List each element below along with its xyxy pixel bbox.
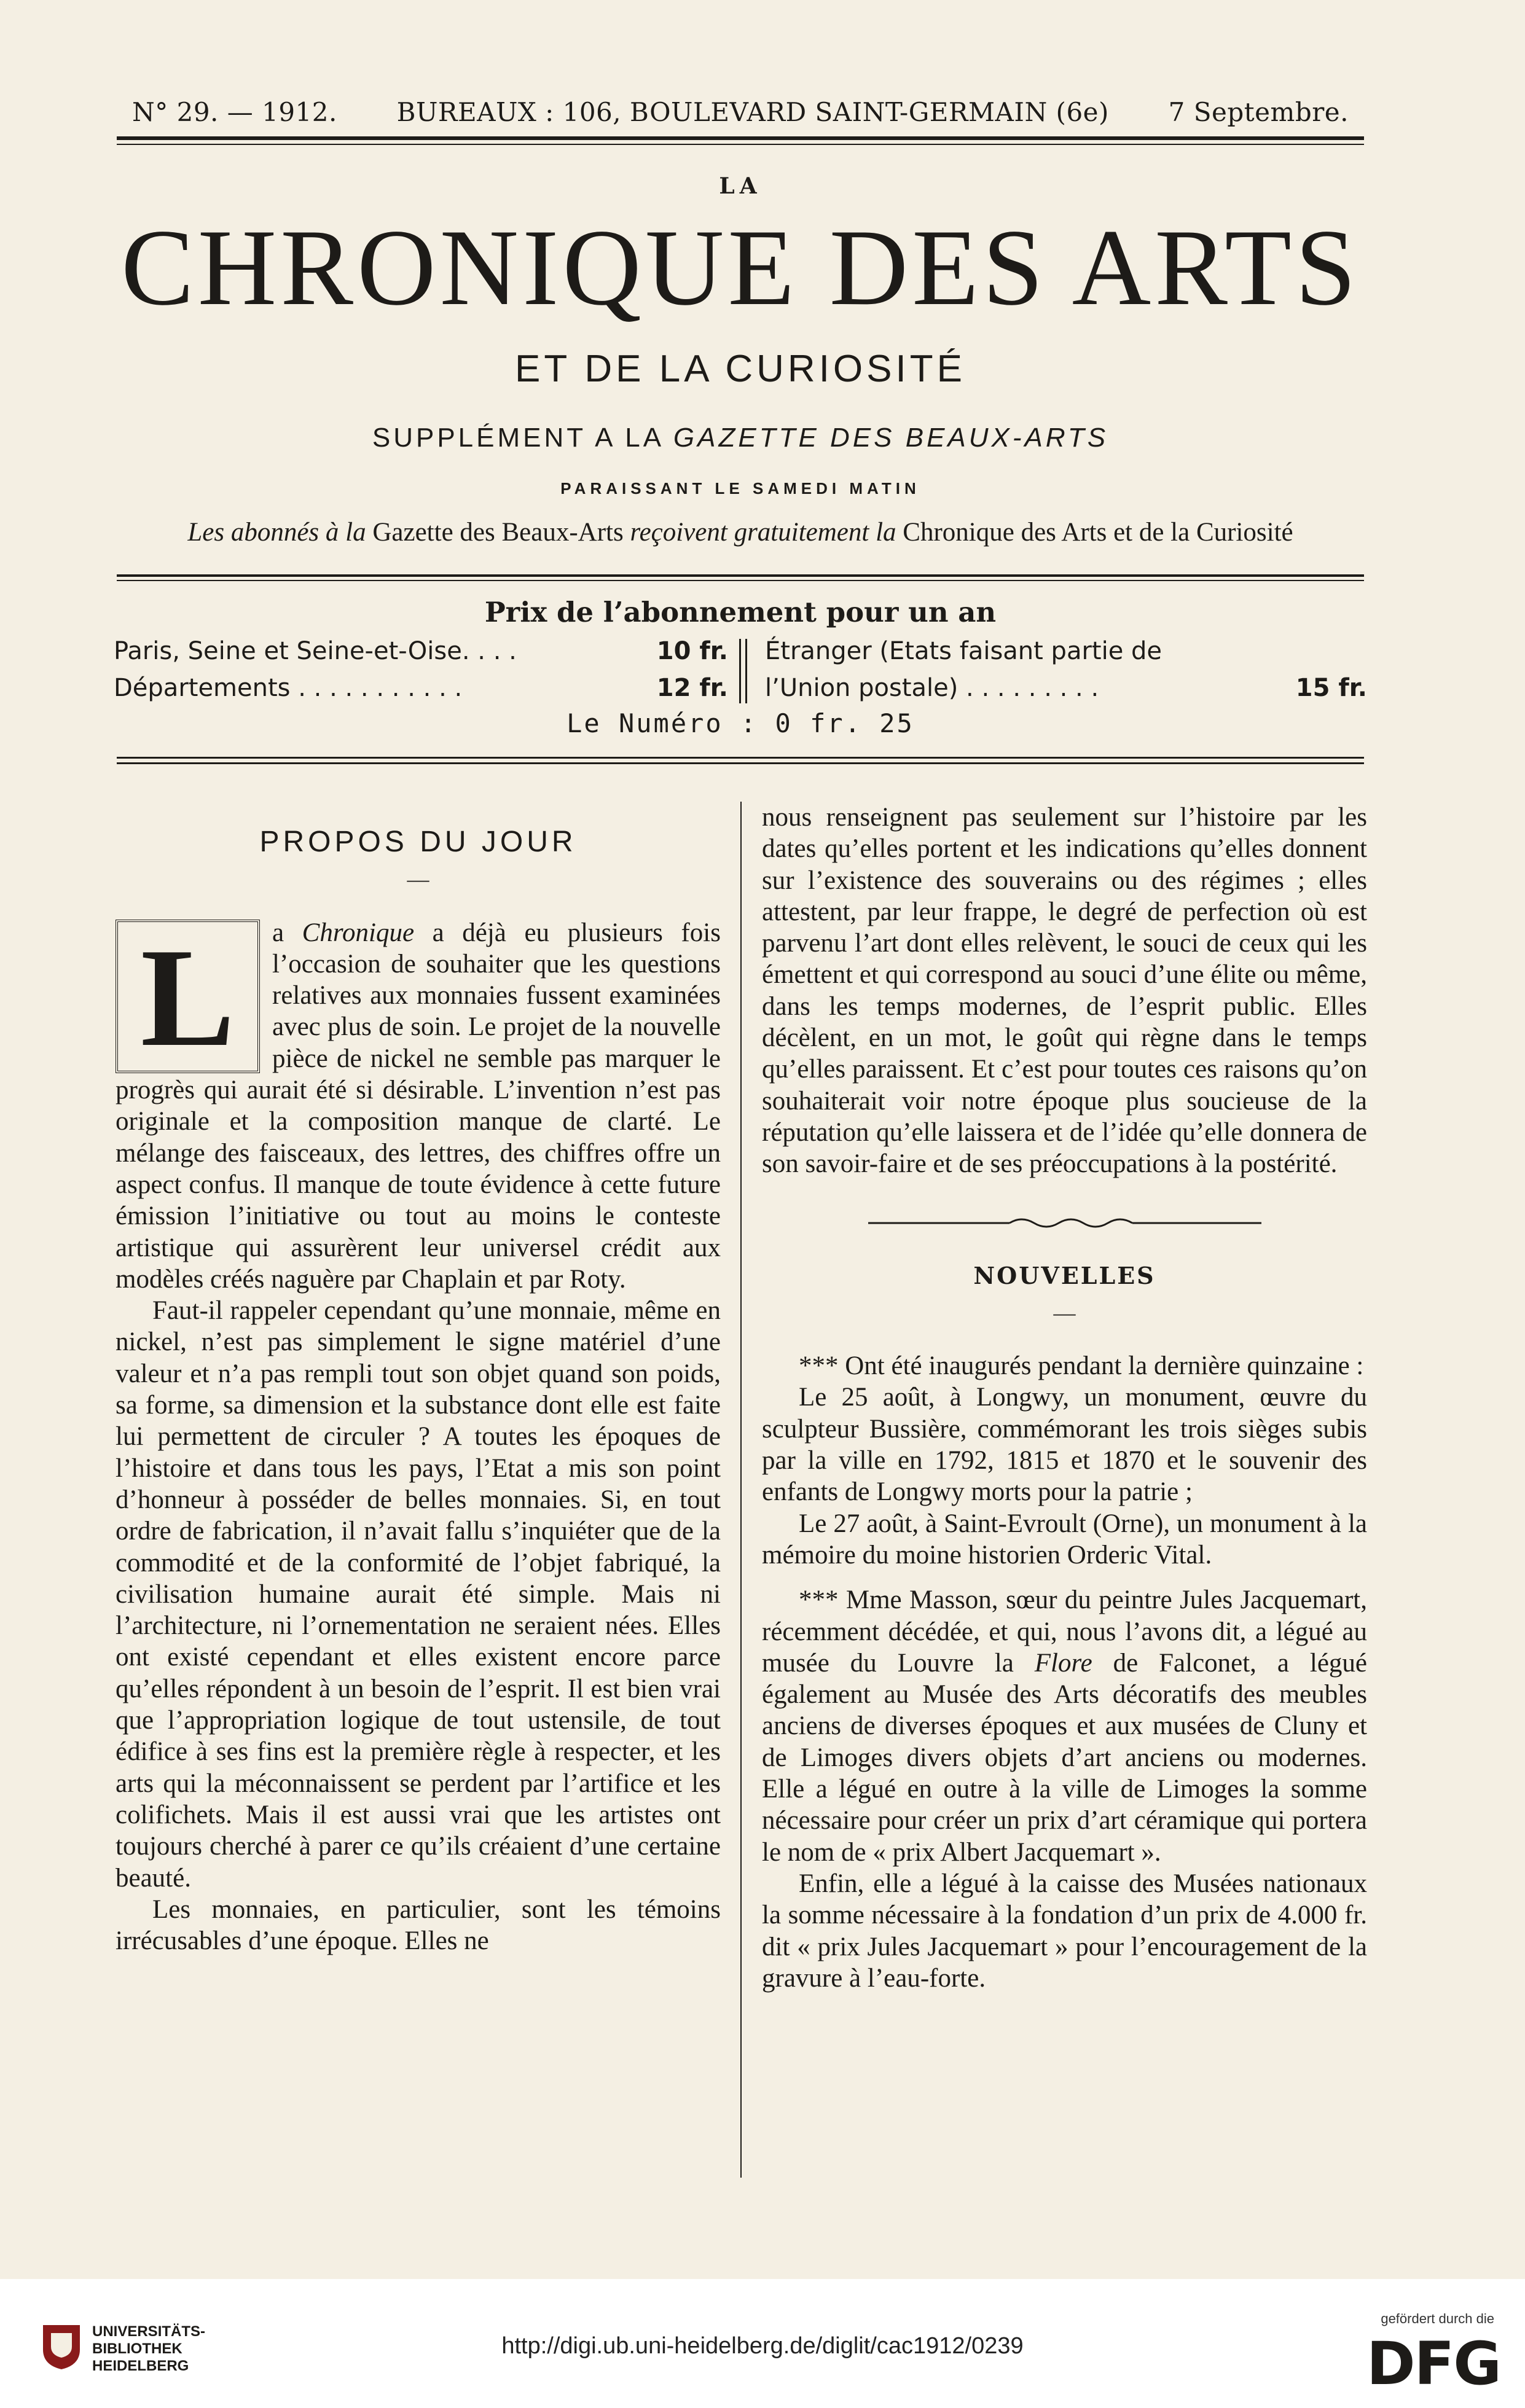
source-url-link[interactable]: http://digi.ub.uni-heidelberg.de/diglit/cac1912/0239 (501, 2333, 1024, 2359)
paragraph-1-lead: a (272, 918, 302, 947)
paragraph-1-italic: Chronique (302, 918, 415, 947)
subscription-label: Étranger (Etats faisant partie de (765, 637, 1162, 665)
library-name-line3: HEIDELBERG (92, 2358, 189, 2374)
news-item-2-italic: Flore (1034, 1648, 1092, 1678)
news-item-3: Enfin, elle a légué à la caisse des Musées nationaux la somme nécessaire à la fondation d’un prix de 4.000 fr. dit « prix Jules Jacquemart » pour l’encouragement de la gravure à l’eau-forte. (762, 1869, 1367, 1993)
single-issue-price: Le Numéro : 0 fr. 25 (566, 708, 914, 738)
news-title: NOUVELLES (973, 1261, 1156, 1289)
subscription-title: Prix de l’abonnement pour un an (484, 596, 997, 628)
subscribers-note (117, 517, 1364, 547)
subscription-price: 15 fr. (1295, 674, 1367, 702)
publication-schedule: PARAISSANT LE SAMEDI MATIN (560, 479, 920, 498)
subscription-row-etranger (765, 633, 1367, 670)
news-item-2 (762, 1584, 1367, 1868)
masthead-title: CHRONIQUE DES ARTS (121, 206, 1360, 328)
article-paragraph-3: Les monnaies, en particulier, sont les témoins irrécusables d’une époque. Elles ne (116, 1894, 721, 1956)
subscription-label: Départements . . . . . . . . . . . (114, 674, 463, 702)
article-paragraph-1 (116, 917, 721, 1296)
news-dash: — (1053, 1300, 1076, 1325)
article-paragraph-2: Faut-il rappeler cependant qu’une monnaie, même en nickel, n’est pas simplement le signe matériel d’une valeur et n’a pas rempli tout son objet quand son poids, sa forme, sa dimension et la substance dont elle est faite lui permettent de circuler ? A toutes les époques de l’histoire et dans tous les pays, l’Etat a mis son point d’honneur à posséder de belles monnaies. Si, en tout ordre de fabrication, il n’avait fallu s’inquiéter que de la commodité et de la conformité de l’objet fabriqué, la civilisation humaine aurait été simple. Mais ni l’architecture, ni l’ornementation ne seraient nées. Elles ont existé cependant et elles existent encore parce qu’elles répondent à un besoin de l’esprit. Il est bien vrai que l’appropriation logique de tout ustensile, de tout édifice à ses fins est la première règle à respecter, et les arts qui la méconnaissent se perdent par l’artifice et les colifichets. Mais il est aussi vrai que les artistes ont toujours cherché à parer ce qu’ils créaient d’une certaine beauté. (116, 1296, 721, 1893)
left-column (116, 802, 721, 1957)
drop-cap-letter: L (140, 918, 235, 1076)
ornament-divider-icon (868, 1214, 1261, 1232)
subscription-divider-b (745, 639, 747, 703)
issue-number: N° 29. — 1912. (132, 97, 337, 127)
subscription-row-departements (114, 670, 728, 706)
issue-line (132, 97, 1349, 127)
section-dash: — (407, 867, 429, 892)
news-item-1b: Le 27 août, à Saint-Evroult (Orne), un monument à la mémoire du moine historien Orderic Vital. (762, 1509, 1367, 1570)
news-item-1a: Le 25 août, à Longwy, un monument, œuvre du sculpteur Bussière, commémorant les trois sièges subis par la ville en 1792, 1815 et 1870 et le souvenir des enfants de Longwy morts pour la patrie ; (762, 1383, 1367, 1507)
supplement-gazette: GAZETTE DES BEAUX-ARTS (673, 423, 1109, 453)
top-rule-thick (117, 136, 1364, 140)
subscription-rule-thick (117, 757, 1364, 759)
subscription-row-paris (114, 633, 728, 670)
subscription-price: 12 fr. (656, 674, 728, 702)
column-divider (740, 802, 742, 2178)
subscription-label: Paris, Seine et Seine-et-Oise. . . . (114, 637, 517, 665)
masthead-la: LA (719, 173, 762, 199)
dfg-logo: DFG (1366, 2329, 1500, 2398)
subscription-domestic (114, 633, 728, 706)
article-paragraph-3-continued: nous renseignent pas seulement sur l’histoire par les dates qu’elles portent et les indications qu’elles donnent sur l’existence des souverains ou des régimes ; elles attestent, par leur frappe, le degré de perfection où est parvenu l’art dont elles relèvent, le souci de ceux qui les émettent et qui correspond au souci d’une élite ou même, dans les temps modernes, de l’esprit public. Elles décèlent, en un mot, le goût qui règne dans le temps qu’elles paraissent. Et c’est pour toutes ces raisons qu’on souhaiterait voir notre époque plus soucieuse de la réputation qu’elle laissera et de l’idée qu’elle donnera de son savoir-faire et de ses préoccupations à la postérité. (762, 803, 1367, 1179)
library-name-line1: UNIVERSITÄTS- (92, 2323, 206, 2340)
section-title: PROPOS DU JOUR (259, 826, 577, 858)
subscription-foreign (765, 633, 1367, 706)
supplement-prefix: SUPPLÉMENT A LA (372, 423, 673, 453)
subscription-row-union (765, 670, 1367, 706)
subscription-rule-thin (117, 762, 1364, 764)
digitization-footer (0, 2279, 1525, 2408)
subscribers-note-part2: Gazette des Beaux-Arts (372, 518, 630, 547)
funding-label: gefördert durch die (1381, 2311, 1494, 2326)
subscription-label: l’Union postale) . . . . . . . . . (765, 674, 1099, 702)
subscription-divider-a (739, 639, 741, 703)
library-name-line2: BIBLIOTHEK (92, 2340, 182, 2357)
supplement-line (117, 423, 1364, 453)
paragraph-1-rest: a déjà eu plusieurs fois l’occasion de souhaiter que les questions relatives aux monnaies fussent examinées avec plus de soin. Le projet de la nouvelle pièce de nickel ne semble pas marquer le progrès qui aurait été si désirable. L’invention n’est pas originale et la composition manque de clarté. Le mélange des faisceaux, des lettres, des chiffres offre un aspect confus. Il manque de toute évidence à cette future émission l’initiative ou tout au moins le conteste artistique qui assurèrent leur universel crédit aux modèles créés naguère par Chaplain et par Roty. (116, 918, 721, 1294)
drop-cap-ornament (116, 918, 260, 1076)
subscribers-note-part4: Chronique des Arts et de la Curiosité (903, 518, 1293, 547)
right-column (762, 802, 1367, 1994)
news-item-1-intro: *** Ont été inaugurés pendant la dernière quinzaine : (799, 1351, 1364, 1381)
top-rule-thin (117, 144, 1364, 145)
bureaux-address: BUREAUX : 106, BOULEVARD SAINT-GERMAIN (6e) (396, 97, 1109, 127)
masthead-subtitle: ET DE LA CURIOSITÉ (515, 348, 966, 390)
subscription-price: 10 fr. (656, 637, 728, 665)
news-item-2-part2: de Falconet, a légué également au Musée des Arts décoratifs des meubles anciens de diverses époques et aux musées de Cluny et de Limoges divers objets d’art anciens ou modernes. Elle a légué en outre à la ville de Limoges la somme nécessaire pour créer un prix d’art céramique qui portera le nom de « prix Albert Jacquemart ». (762, 1648, 1367, 1867)
issue-date: 7 Septembre. (1168, 97, 1349, 127)
subscribers-note-part1: Les abonnés à la (187, 518, 373, 547)
masthead-rule-thin (117, 580, 1364, 581)
news-item-2-part1: *** Mme Masson, sœur du peintre Jules Jacquemart, récemment décédée, et qui, nous l’avons dit, a légué au musée du Louvre la (762, 1585, 1367, 1678)
masthead-rule-thick (117, 574, 1364, 577)
subscribers-note-part3: reçoivent gratuitement la (630, 518, 903, 547)
